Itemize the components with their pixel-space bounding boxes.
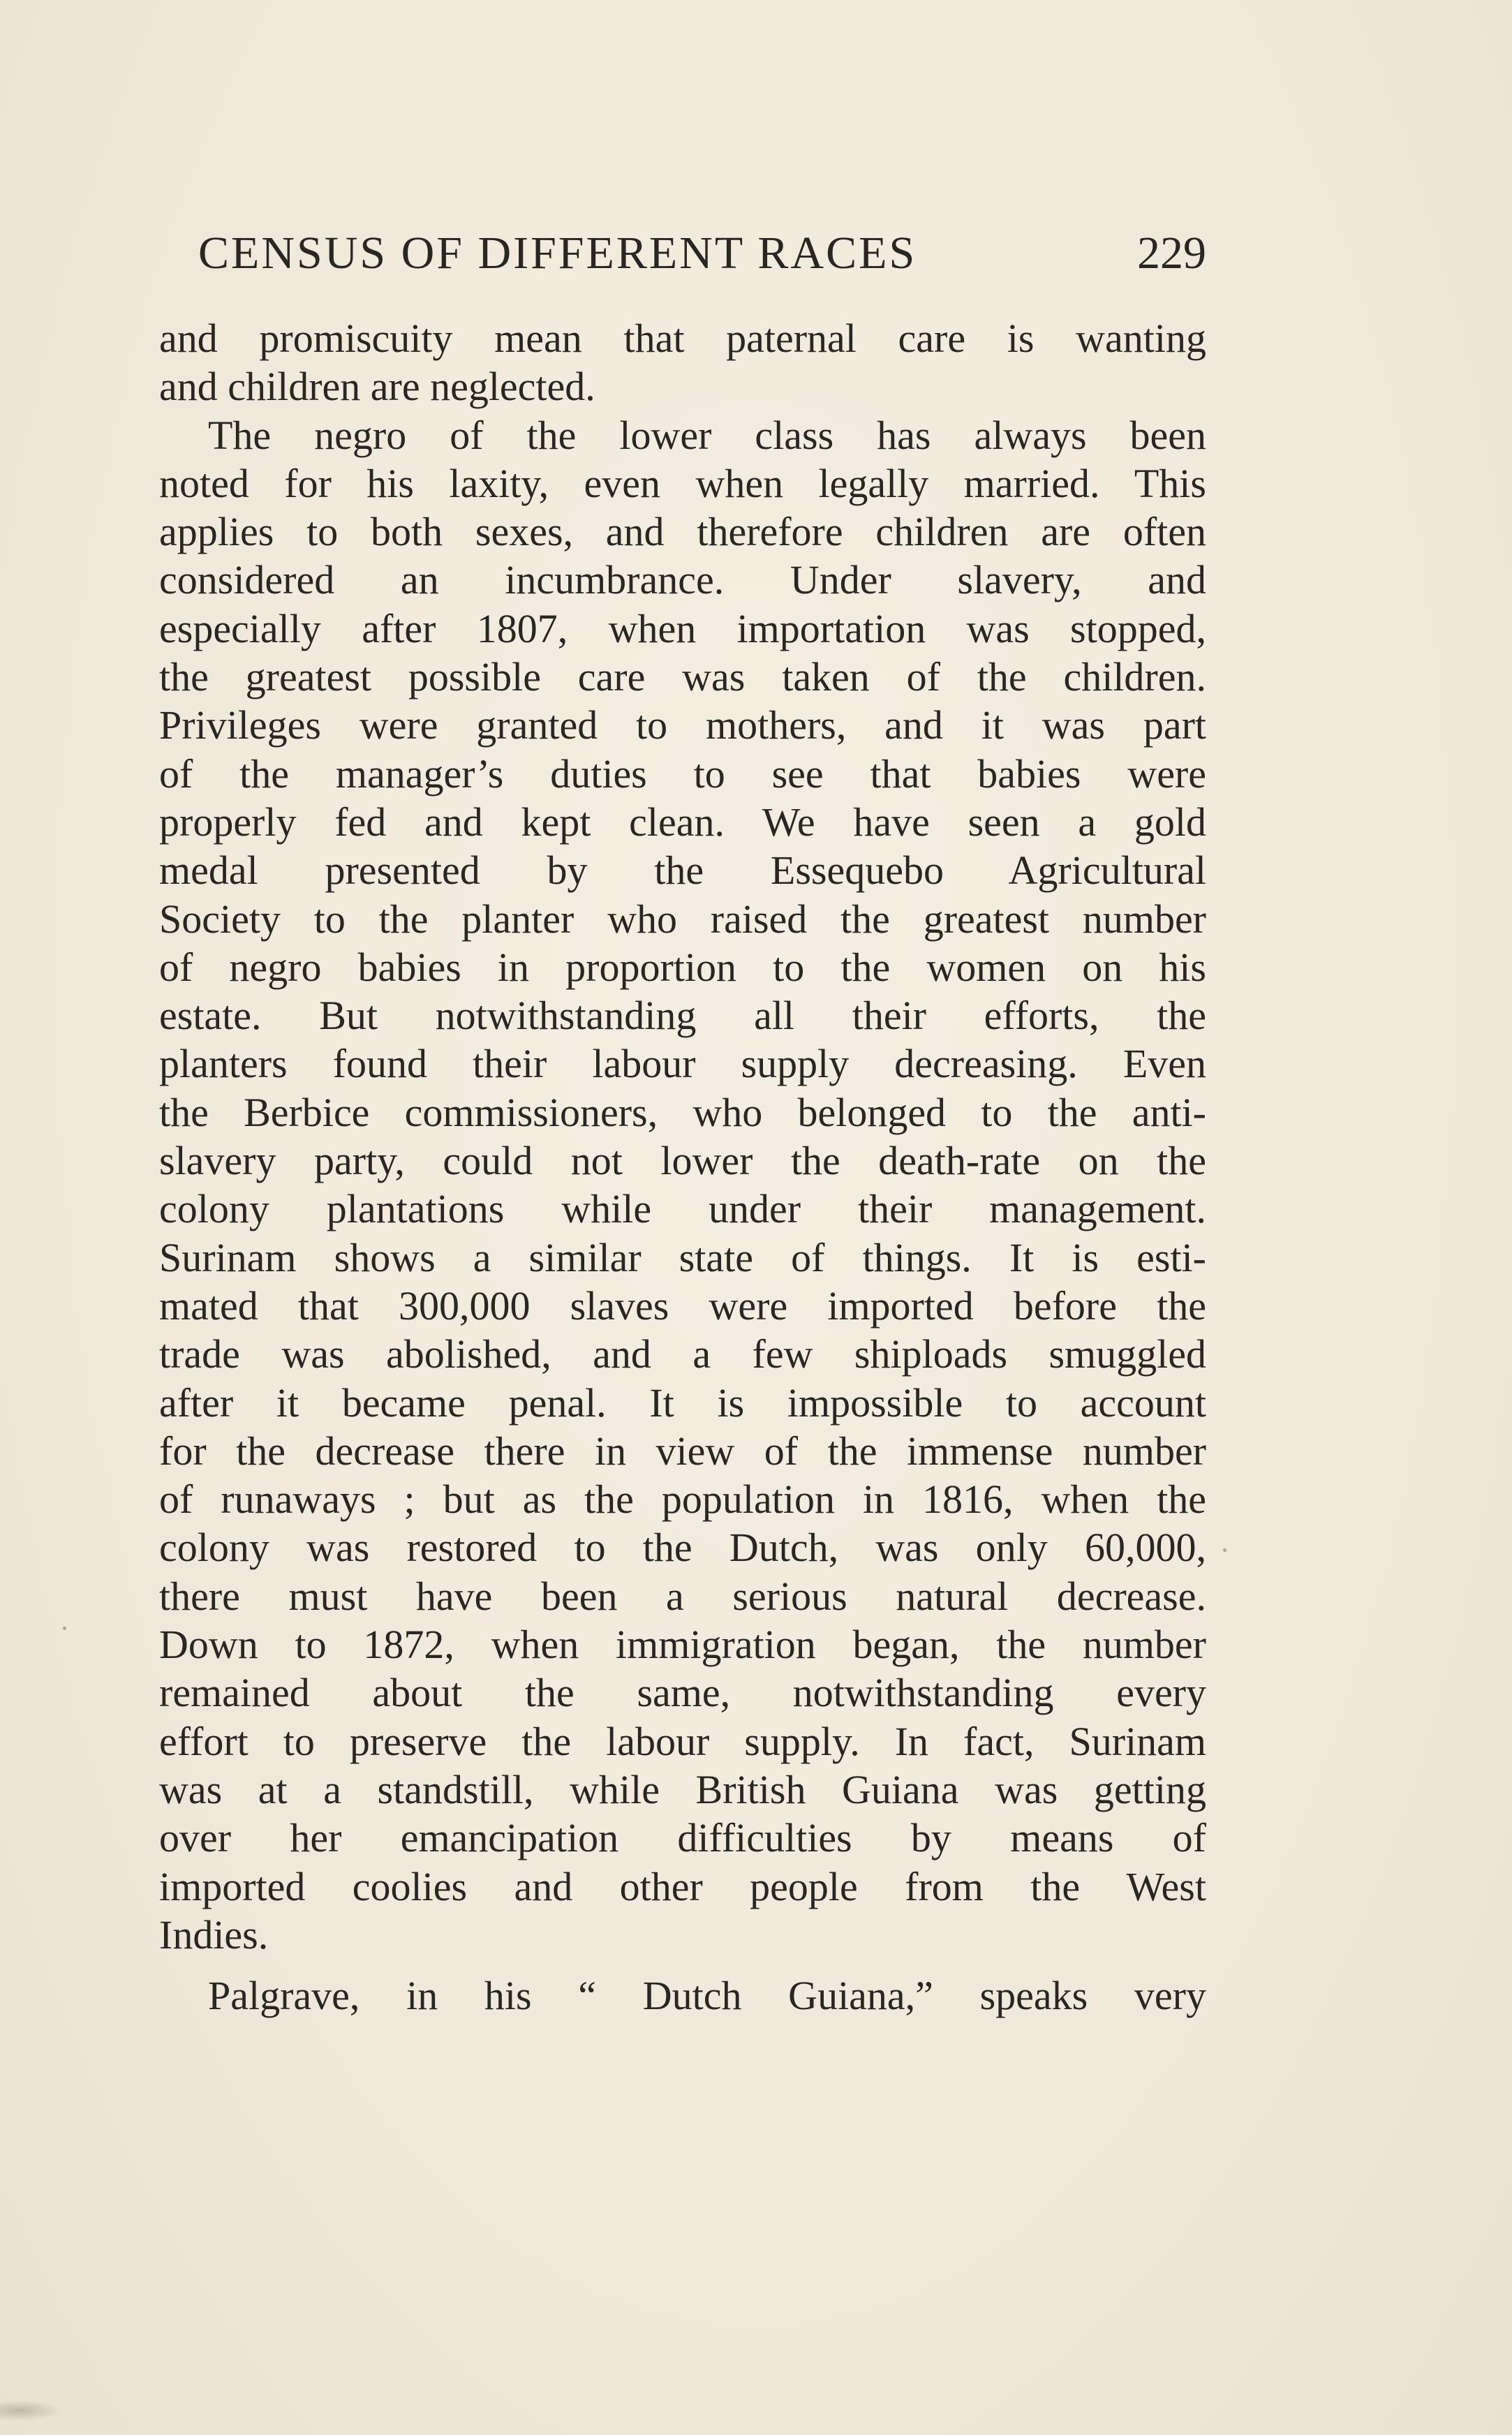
text-line: trade was abolished, and a few shiploads smuggled [159,1331,1206,1377]
text-line: considered an incumbrance. Under slavery, and [159,557,1206,603]
text-line: the Berbice commissioners, who belonged to the anti- [159,1089,1206,1135]
text-line: planters found their labour supply decreasing. Even [159,1041,1206,1087]
text-line: and promiscuity mean that paternal care is wanting [159,316,1206,361]
text-line: mated that 300,000 slaves were imported before the [159,1282,1206,1328]
text-line: Surinam shows a similar state of things. It is esti- [159,1234,1206,1280]
text-line: Privileges were granted to mothers, and it was part [159,702,1206,748]
text-line: Indies. [159,1911,269,1957]
text-line: after it became penal. It is impossible to account [159,1379,1206,1426]
text-line: slavery party, could not lower the death-rate on the [159,1138,1206,1184]
text-line: of the manager’s duties to see that babies were [159,750,1206,797]
text-line: colony plantations while under their management. [159,1186,1206,1232]
text-line: properly fed and kept clean. We have seen a gold [159,799,1206,845]
body-text [159,314,1206,2020]
text-line: estate. But notwithstanding all their efforts, the [159,993,1206,1039]
text-line: the greatest possible care was taken of the children. [159,654,1206,700]
text-line: applies to both sexes, and therefore children are often [159,509,1206,555]
text-line: was at a standstill, while British Guiana was getting [159,1766,1206,1812]
paper-speck [63,1627,66,1630]
text-line: over her emancipation difficulties by means of [159,1815,1206,1861]
text-line: and children are neglected. [159,364,595,410]
paper-speck [1223,1548,1226,1552]
text-line: colony was restored to the Dutch, was only 60,000, [159,1525,1206,1571]
page-header [198,222,1206,285]
text-line: Society to the planter who raised the greatest number [159,896,1206,942]
text-line: especially after 1807, when importation was stopped, [159,605,1206,651]
running-title: CENSUS OF DIFFERENT RACES [198,228,917,279]
page-number: 229 [1137,228,1206,279]
text-line: effort to preserve the labour supply. In fact, Surinam [159,1718,1206,1764]
text-line: Palgrave, in his “ Dutch Guiana,” speaks very [208,1973,1206,2019]
text-line: The negro of the lower class has always been [208,412,1206,458]
text-line: for the decrease there in view of the immense number [159,1428,1206,1474]
text-line: of negro babies in proportion to the women on his [159,944,1206,990]
text-line: remained about the same, notwithstanding every [159,1670,1206,1716]
page-smudge [0,2400,63,2421]
paragraph-gap [159,1959,1206,1971]
text-line: noted for his laxity, even when legally married. This [159,460,1206,506]
text-line: imported coolies and other people from the West [159,1863,1206,1909]
text-line: of runaways ; but as the population in 1816, when the [159,1476,1206,1523]
text-line: medal presented by the Essequebo Agricultural [159,848,1206,894]
text-line: Down to 1872, when immigration began, the number [159,1622,1206,1668]
text-line: there must have been a serious natural decrease. [159,1573,1206,1619]
